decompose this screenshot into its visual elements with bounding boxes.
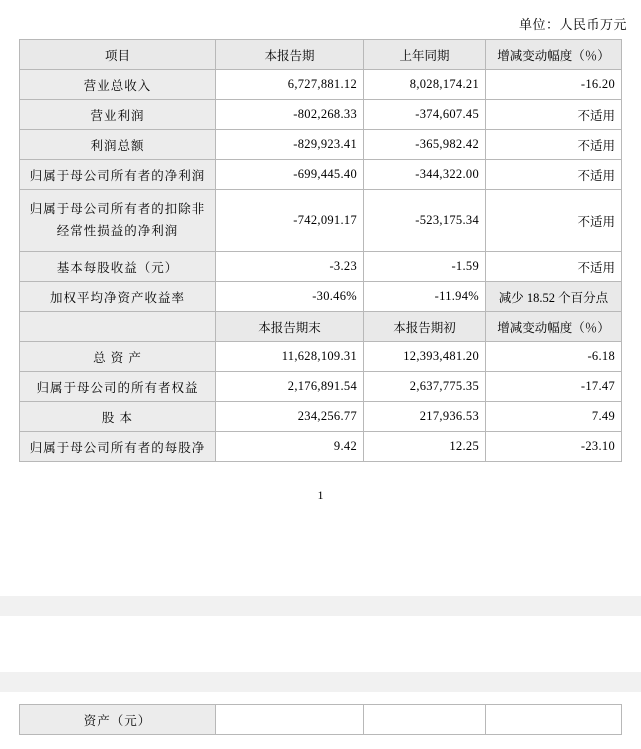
row-label: 营业总收入 <box>20 70 216 100</box>
table-row <box>20 282 622 312</box>
row-value-change: 不适用 <box>486 100 622 130</box>
table-row <box>20 190 622 252</box>
row-value-prior: -365,982.42 <box>364 130 486 160</box>
column-header-blank <box>20 312 216 342</box>
row-value-change: -23.10 <box>486 432 622 462</box>
table-row <box>20 402 622 432</box>
financial-summary-table <box>19 39 622 462</box>
row-value-current: -742,091.17 <box>216 190 364 252</box>
row-value-period-begin: 12,393,481.20 <box>364 342 486 372</box>
row-value-a <box>216 705 364 735</box>
column-header-current-period: 本报告期 <box>216 40 364 70</box>
row-value-current: -802,268.33 <box>216 100 364 130</box>
row-label: 加权平均净资产收益率 <box>20 282 216 312</box>
table-row <box>20 160 622 190</box>
row-label: 归属于母公司所有者的扣除非经常性损益的净利润 <box>20 190 216 252</box>
row-value-period-end: 9.42 <box>216 432 364 462</box>
row-value-change: -17.47 <box>486 372 622 402</box>
table-row <box>20 372 622 402</box>
row-value-b <box>364 705 486 735</box>
unit-note: 单位：人民币万元 <box>518 17 627 32</box>
table-row <box>20 70 622 100</box>
table-header-row-2 <box>20 312 622 342</box>
row-label: 归属于母公司的所有者权益 <box>20 372 216 402</box>
row-label: 资产（元） <box>20 705 216 735</box>
row-value-prior: -1.59 <box>364 252 486 282</box>
row-value-current: -699,445.40 <box>216 160 364 190</box>
row-value-period-end: 11,628,109.31 <box>216 342 364 372</box>
table-row <box>20 252 622 282</box>
row-value-period-begin: 2,637,775.35 <box>364 372 486 402</box>
row-label: 基本每股收益（元） <box>20 252 216 282</box>
row-value-prior: -344,322.00 <box>364 160 486 190</box>
column-header-period-begin: 本报告期初 <box>364 312 486 342</box>
row-value-change: 不适用 <box>486 190 622 252</box>
row-value-period-begin: 12.25 <box>364 432 486 462</box>
row-label: 营业利润 <box>20 100 216 130</box>
row-value-current: -829,923.41 <box>216 130 364 160</box>
row-value-change: -16.20 <box>486 70 622 100</box>
next-page-table <box>19 704 622 735</box>
page-break-divider-top <box>0 596 641 616</box>
table-row <box>20 342 622 372</box>
row-label: 归属于母公司所有者的净利润 <box>20 160 216 190</box>
row-value-change: 7.49 <box>486 402 622 432</box>
column-header-prior-period: 上年同期 <box>364 40 486 70</box>
row-label: 归属于母公司所有者的每股净 <box>20 432 216 462</box>
row-value-period-begin: 217,936.53 <box>364 402 486 432</box>
row-value-prior: 8,028,174.21 <box>364 70 486 100</box>
table-row <box>20 130 622 160</box>
page-break-divider-bottom <box>0 672 641 692</box>
row-value-period-end: 234,256.77 <box>216 402 364 432</box>
row-value-prior: -11.94% <box>364 282 486 312</box>
row-value-prior: -374,607.45 <box>364 100 486 130</box>
column-header-item: 项目 <box>20 40 216 70</box>
table-row <box>20 432 622 462</box>
row-value-period-end: 2,176,891.54 <box>216 372 364 402</box>
row-label: 利润总额 <box>20 130 216 160</box>
row-value-change: 不适用 <box>486 160 622 190</box>
table-header-row <box>20 40 622 70</box>
table-row <box>20 705 622 735</box>
row-label: 股 本 <box>20 402 216 432</box>
row-label: 总 资 产 <box>20 342 216 372</box>
row-value-current: 6,727,881.12 <box>216 70 364 100</box>
table-row <box>20 100 622 130</box>
row-value-current: -30.46% <box>216 282 364 312</box>
row-value-change: -6.18 <box>486 342 622 372</box>
row-value-change: 减少 18.52 个百分点 <box>486 282 622 312</box>
row-value-change: 不适用 <box>486 252 622 282</box>
row-value-current: -3.23 <box>216 252 364 282</box>
column-header-period-end: 本报告期末 <box>216 312 364 342</box>
column-header-change: 增减变动幅度（％） <box>486 40 622 70</box>
row-value-c <box>486 705 622 735</box>
column-header-change-2: 增减变动幅度（％） <box>486 312 622 342</box>
row-value-change: 不适用 <box>486 130 622 160</box>
row-value-prior: -523,175.34 <box>364 190 486 252</box>
page-number: 1 <box>317 488 324 502</box>
